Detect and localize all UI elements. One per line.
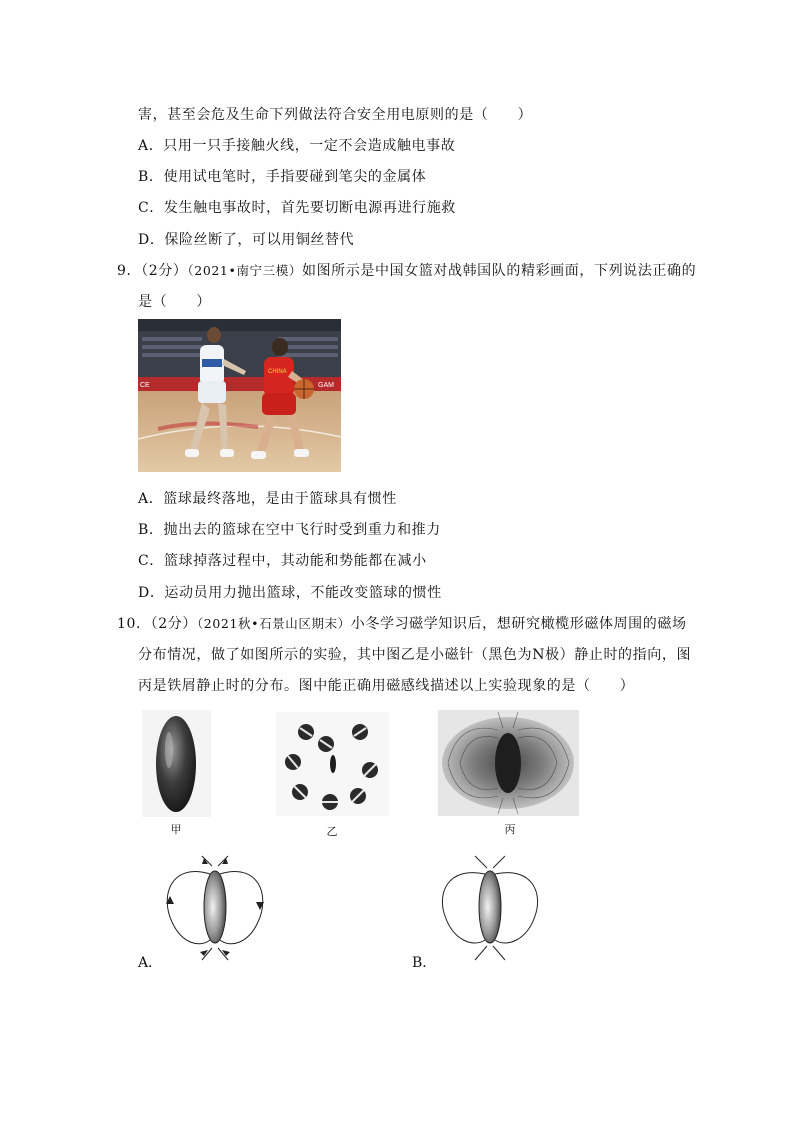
compass-4 (362, 762, 378, 778)
q9-option-c: C．篮球掉落过程中，其动能和势能都在减小 (138, 553, 427, 569)
field-lines-diagram-a (160, 852, 270, 964)
magnet-photo-jia (142, 710, 211, 817)
compass-5 (292, 784, 308, 800)
compass-8 (318, 736, 334, 752)
q8-stem-tail: 害，甚至会危及生命下列做法符合安全用电原则的是（ ） (138, 107, 533, 123)
iron-filings-photo-bing (438, 710, 579, 816)
caption-yi: 乙 (326, 825, 338, 838)
q9-stem-cont: 是（ ） (138, 294, 211, 310)
compass-6 (322, 794, 338, 810)
q10-stem-line2: 分布情况，做了如图所示的实验，其中图乙是小磁针（黑色为N极）静止时的指向，图 (138, 647, 692, 663)
q10-option-b-label: B． (412, 955, 437, 971)
olive-magnet-illustration (142, 710, 211, 817)
q9-option-d: D．运动员用力抛出篮球，不能改变篮球的惯性 (138, 585, 442, 601)
q9-option-a: A．篮球最终落地，是由于篮球具有惯性 (138, 491, 397, 507)
q10-number: 10． (117, 616, 151, 632)
q9-score: （2分） (141, 263, 188, 279)
field-lines-diagram-b (435, 852, 545, 964)
q10-stem-text: 小冬学习磁学知识后，想研究橄榄形磁体周围的磁场 (350, 616, 687, 632)
basketball-photo (138, 319, 341, 472)
basketball-photo-illustration (138, 319, 341, 472)
compass-2 (352, 724, 368, 740)
q8-option-a: A．只用一只手接触火线，一定不会造成触电事故 (138, 138, 456, 154)
q10-stem-line3: 丙是铁屑静止时的分布。图中能正确用磁感线描述以上实验现象的是（ ） (138, 678, 635, 694)
q10-stem (117, 613, 687, 633)
option-b-diagram[interactable] (435, 852, 545, 964)
compass-1 (298, 724, 314, 740)
q9-option-b: B．抛出去的篮球在空中飞行时受到重力和推力 (138, 522, 441, 538)
compass-3 (285, 754, 301, 770)
compass-photo-yi (276, 712, 389, 816)
compass-7 (350, 788, 366, 804)
q10-score: （2分） (150, 616, 197, 632)
option-a-diagram[interactable] (160, 852, 270, 964)
q8-option-b: B．使用试电笔时，手指要碰到笔尖的金属体 (138, 169, 427, 185)
q9-source: （2021•南宁三模） (187, 263, 302, 278)
svg-text:CHINA: CHINA (268, 369, 287, 375)
q9-number: 9． (117, 263, 142, 279)
svg-text:GAM: GAM (318, 382, 334, 389)
caption-jia: 甲 (170, 823, 182, 836)
q9-stem (117, 260, 696, 280)
compass-needles-illustration (276, 712, 389, 816)
svg-text:CE: CE (140, 382, 150, 389)
caption-bing: 丙 (504, 823, 516, 836)
iron-filings-illustration (438, 710, 579, 816)
q9-stem-text: 如图所示是中国女篮对战韩国队的精彩画面，下列说法正确的 (301, 263, 697, 279)
q8-option-c: C．发生触电事故时，首先要切断电源再进行施救 (138, 200, 456, 216)
q8-option-d: D．保险丝断了，可以用铜丝替代 (138, 232, 355, 248)
q10-source: （2021秋•石景山区期末） (196, 616, 351, 631)
q10-option-a-label: A． (138, 955, 163, 971)
